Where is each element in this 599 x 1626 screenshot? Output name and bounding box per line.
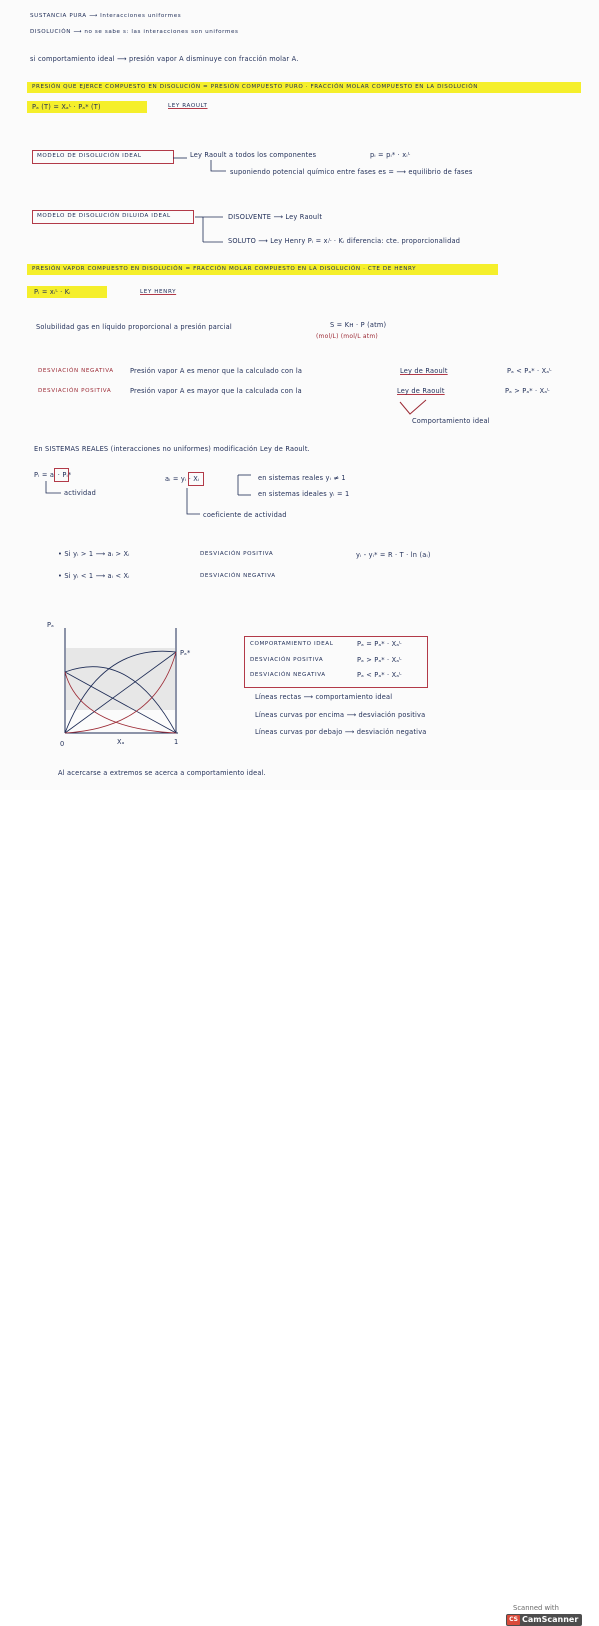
graph-x-label: Xₐ bbox=[117, 738, 125, 746]
sistemas-reales: En SISTEMAS REALES (interacciones no uniformes) modificación Ley de Raoult. bbox=[34, 445, 310, 453]
deviation-graph bbox=[60, 628, 190, 736]
arrow-ideal bbox=[173, 157, 189, 161]
potencial-quimico-formula: yᵢ - yᵢ* = R · T · ln (aᵢ) bbox=[356, 551, 431, 559]
arrow-hook-1 bbox=[210, 160, 230, 174]
lineas-curvas-encima: Líneas curvas por encima ⟶ desviación positiva bbox=[255, 711, 426, 719]
sistemas-ideales-yi: en sistemas ideales yᵢ = 1 bbox=[258, 490, 350, 498]
caso-yi-menor: • Si yᵢ < 1 ⟶ aᵢ < Xᵢ bbox=[58, 572, 130, 580]
solubilidad-text: Solubilidad gas en líquido proporcional a presión parcial bbox=[36, 323, 232, 331]
ideal-raoult-formula: pᵢ = pᵢ* · xᵢᴸ bbox=[370, 151, 411, 159]
camscanner-brand: CamScanner bbox=[522, 1615, 579, 1624]
actividad-label: actividad bbox=[64, 489, 97, 497]
sistemas-reales-yi: en sistemas reales yᵢ ≠ 1 bbox=[258, 474, 346, 482]
extremos-note: Al acercarse a extremos se acerca a comportamiento ideal. bbox=[58, 769, 266, 777]
legend-positiva-formula: Pₐ > Pₐ* · Xₐᴸ bbox=[357, 656, 402, 664]
coeficiente-label: coeficiente de actividad bbox=[203, 511, 287, 519]
graph-x-one: 1 bbox=[174, 738, 179, 746]
heading-presion-ejerce: PRESIÓN QUE EJERCE COMPUESTO EN DISOLUCIÓN = PRESIÓN COMPUESTO PURO · FRACCIÓN MOLAR COMPUESTO EN LA DISOLUCIÓN bbox=[32, 84, 479, 90]
line-disolucion: DISOLUCIÓN ⟶ no se sabe s: las interacciones son uniformes bbox=[30, 29, 239, 35]
scanned-with-text: Scanned with bbox=[513, 1604, 559, 1612]
formula-raoult: Pₐ (T) = Xₐᴸ · Pₐ* (T) bbox=[32, 103, 101, 111]
label-desviacion-negativa: DESVIACIÓN NEGATIVA bbox=[38, 368, 114, 374]
caso-yi-menor-resultado: DESVIACIÓN NEGATIVA bbox=[200, 573, 276, 579]
negativa-formula: Pₐ < Pₐ* · Xₐᴸ bbox=[507, 367, 552, 375]
positiva-ley: Ley de Raoult bbox=[397, 387, 445, 395]
formula-henry: Pᵢ = xᵢᴸ · Kᵢ bbox=[34, 288, 71, 296]
graph-x-zero: 0 bbox=[60, 740, 65, 748]
ideal-potencial-text: suponiendo potencial químico entre fases es = ⟶ equilibrio de fases bbox=[230, 168, 473, 176]
arrow-actividad bbox=[45, 481, 65, 497]
diluida-disolvente: DISOLVENTE ⟶ Ley Raoult bbox=[228, 213, 323, 221]
legend-negativa: DESVIACIÓN NEGATIVA bbox=[250, 672, 326, 678]
footer bbox=[0, 790, 599, 1624]
bracket-diluida bbox=[195, 213, 225, 245]
scanned-page bbox=[0, 0, 599, 790]
label-desviacion-positiva: DESVIACIÓN POSITIVA bbox=[38, 388, 112, 394]
label-ley-henry: LEY HENRY bbox=[140, 289, 177, 295]
caso-yi-mayor-resultado: DESVIACIÓN POSITIVA bbox=[200, 551, 274, 557]
legend-negativa-formula: Pₐ < Pₐ* · Xₐᴸ bbox=[357, 671, 402, 679]
graph-pa-star: Pₐ* bbox=[180, 649, 191, 657]
bracket-sistemas bbox=[235, 473, 255, 499]
heading-presion-vapor: PRESIÓN VAPOR COMPUESTO EN DISOLUCIÓN = FRACCIÓN MOLAR COMPUESTO EN LA DISOLUCIÓN · CTE DE HENRY bbox=[32, 266, 417, 272]
legend-ideal-formula: Pₐ = Pₐ* · Xₐᴸ bbox=[357, 640, 402, 648]
coeficiente-formula: aᵢ = yᵢ · Xᵢ bbox=[165, 475, 200, 483]
camscanner-logo bbox=[506, 1614, 582, 1626]
camscanner-icon: CS bbox=[507, 1615, 520, 1625]
solubilidad-formula: S = Kʜ · P (atm) bbox=[330, 321, 387, 329]
box-yi bbox=[188, 472, 204, 486]
diluida-soluto: SOLUTO ⟶ Ley Henry Pᵢ = xᵢᴸ · Kᵢ diferencia: cte. proporcionalidad bbox=[228, 237, 461, 245]
legend-positiva: DESVIACIÓN POSITIVA bbox=[250, 657, 324, 663]
box-modelo-diluida-label: MODELO DE DISOLUCIÓN DILUIDA IDEAL bbox=[37, 213, 171, 219]
solubilidad-units: (mol/L) (mol/L atm) bbox=[316, 333, 378, 340]
graph-y-label: Pₐ bbox=[47, 621, 54, 629]
positiva-formula: Pₐ > Pₐ* · Xₐᴸ bbox=[505, 387, 550, 395]
box-modelo-ideal-label: MODELO DE DISOLUCIÓN IDEAL bbox=[37, 153, 142, 159]
line-sustancia-pura: SUSTANCIA PURA ⟶ Interacciones uniformes bbox=[30, 13, 182, 19]
line-comportamiento-ideal: si comportamiento ideal ⟶ presión vapor A disminuye con fracción molar A. bbox=[30, 55, 299, 63]
comportamiento-ideal-note: Comportamiento ideal bbox=[412, 417, 490, 425]
negativa-text: Presión vapor A es menor que la calculado con la bbox=[130, 367, 303, 375]
ideal-raoult-text: Ley Raoult a todos los componentes bbox=[190, 151, 317, 159]
lineas-curvas-debajo: Líneas curvas por debajo ⟶ desviación negativa bbox=[255, 728, 427, 736]
legend-ideal: COMPORTAMIENTO IDEAL bbox=[250, 641, 334, 647]
box-ai bbox=[54, 468, 69, 482]
lineas-rectas: Líneas rectas ⟶ comportamiento ideal bbox=[255, 693, 393, 701]
actividad-formula: Pᵢ = aᵢ · Pᵢ* bbox=[34, 471, 72, 479]
positiva-text: Presión vapor A es mayor que la calculada con la bbox=[130, 387, 302, 395]
negativa-ley: Ley de Raoult bbox=[400, 367, 448, 375]
caso-yi-mayor: • Si yᵢ > 1 ⟶ aᵢ > Xᵢ bbox=[58, 550, 130, 558]
label-ley-raoult: LEY RAOULT bbox=[168, 103, 208, 109]
